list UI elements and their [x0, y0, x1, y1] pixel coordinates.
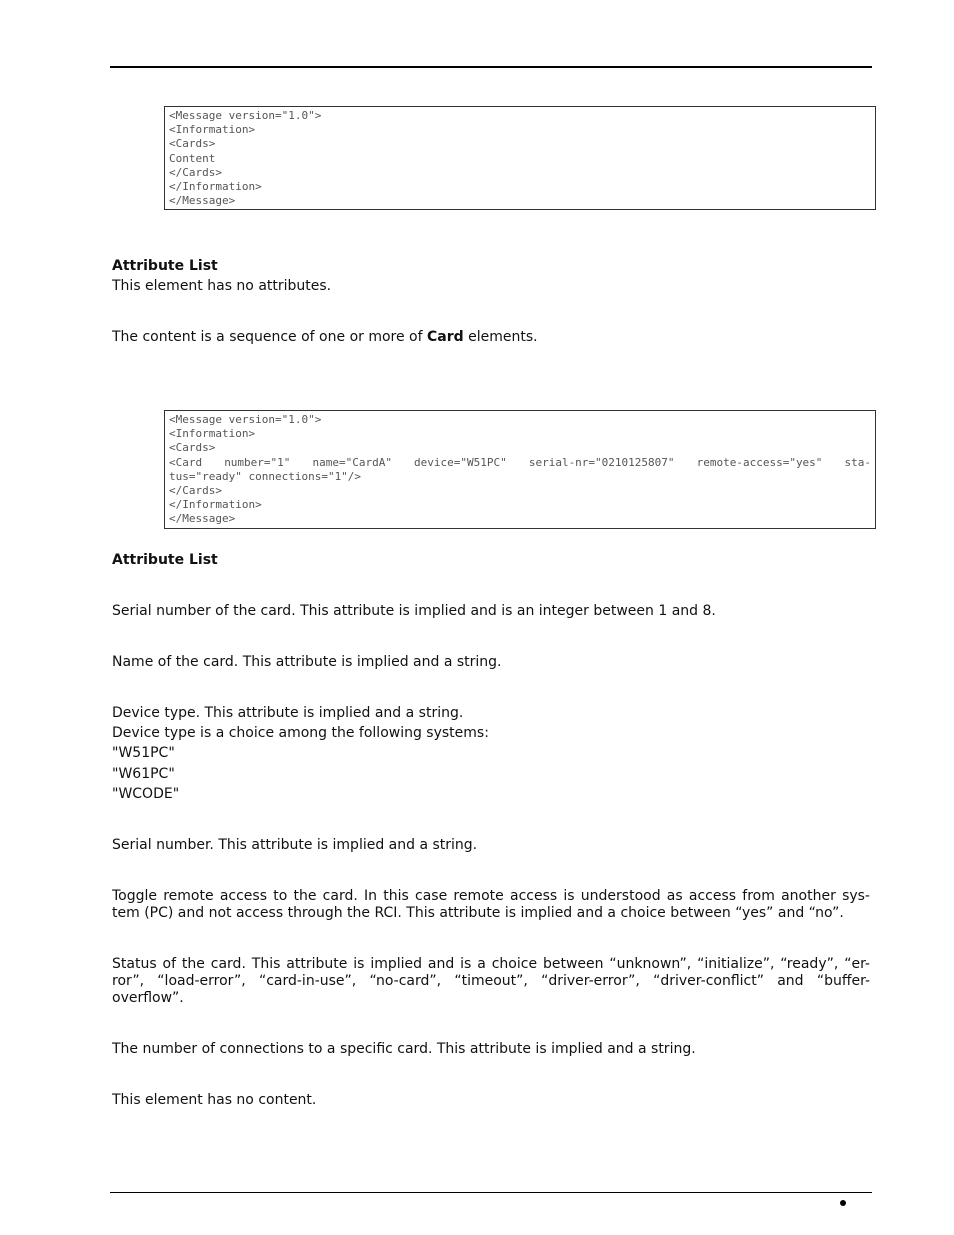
content-text-before: The content is a sequence of one or more of	[112, 329, 427, 345]
code-line: Content	[169, 151, 216, 165]
attribute-list-heading: Attribute List	[112, 552, 218, 568]
code-line: <Information>	[169, 427, 256, 441]
code-line: <Information>	[169, 123, 256, 137]
paragraph-line: Toggle remote access to the card. In this case remote access is understood as access from another sys-	[112, 888, 870, 904]
code-example-card	[164, 410, 876, 529]
content-description	[112, 329, 870, 346]
device-choice-text: Device type is a choice among the following systems:	[112, 725, 489, 741]
code-line: </Information>	[169, 180, 262, 194]
paragraph-line: overflow”.	[112, 990, 184, 1006]
serial-attribute-desc: Serial number. This attribute is implied and a string.	[112, 837, 478, 853]
code-line: </Cards>	[169, 484, 222, 498]
paragraph-line: Status of the card. This attribute is implied and is a choice between “unknown”, “initialize”, “ready”, “er-	[112, 956, 870, 972]
device-option: "W61PC"	[112, 766, 175, 782]
connections-attribute-desc: The number of connections to a specific card. This attribute is implied and a string.	[112, 1041, 696, 1057]
header-rule	[110, 66, 872, 68]
code-line: <Cards>	[169, 441, 216, 455]
no-attributes-text: This element has no attributes.	[112, 278, 332, 294]
code-line: </Information>	[169, 498, 262, 512]
code-example-cards	[164, 106, 876, 210]
code-line: </Message>	[169, 512, 236, 526]
code-line: <Message version="1.0">	[169, 413, 322, 426]
code-line: </Cards>	[169, 165, 222, 179]
device-option: "WCODE"	[112, 786, 180, 802]
code-line: <Cards>	[169, 137, 216, 151]
attribute-list-heading: Attribute List	[112, 258, 218, 274]
paragraph-line: tem (PC) and not access through the RCI. This attribute is implied and a choice between “yes” and “no”.	[112, 905, 844, 921]
number-attribute-desc: Serial number of the card. This attribute is implied and is an integer between 1 and 8.	[112, 603, 716, 619]
device-attribute-desc: Device type. This attribute is implied and a string.	[112, 705, 464, 721]
status-attribute-desc	[112, 956, 870, 1007]
code-line: </Message>	[169, 194, 236, 208]
content-text-after: elements.	[463, 329, 538, 345]
paragraph-line: ror”, “load-error”, “card-in-use”, “no-card”, “timeout”, “driver-error”, “driver-conflict” and “buffer-	[112, 973, 870, 989]
footer-bullet-icon	[840, 1200, 846, 1206]
card-element-name: Card	[427, 329, 464, 345]
footer-rule	[110, 1192, 872, 1193]
no-content-text: This element has no content.	[112, 1092, 317, 1108]
code-line: <Message version="1.0">	[169, 109, 322, 122]
device-option: "W51PC"	[112, 745, 175, 761]
code-line: tus="ready" connections="1"/>	[169, 469, 362, 483]
name-attribute-desc: Name of the card. This attribute is implied and a string.	[112, 654, 502, 670]
remote-access-attribute-desc	[112, 888, 870, 922]
code-line: <Card number="1" name="CardA" device="W51PC" serial-nr="0210125807" remote-access="yes" sta-	[169, 455, 871, 469]
